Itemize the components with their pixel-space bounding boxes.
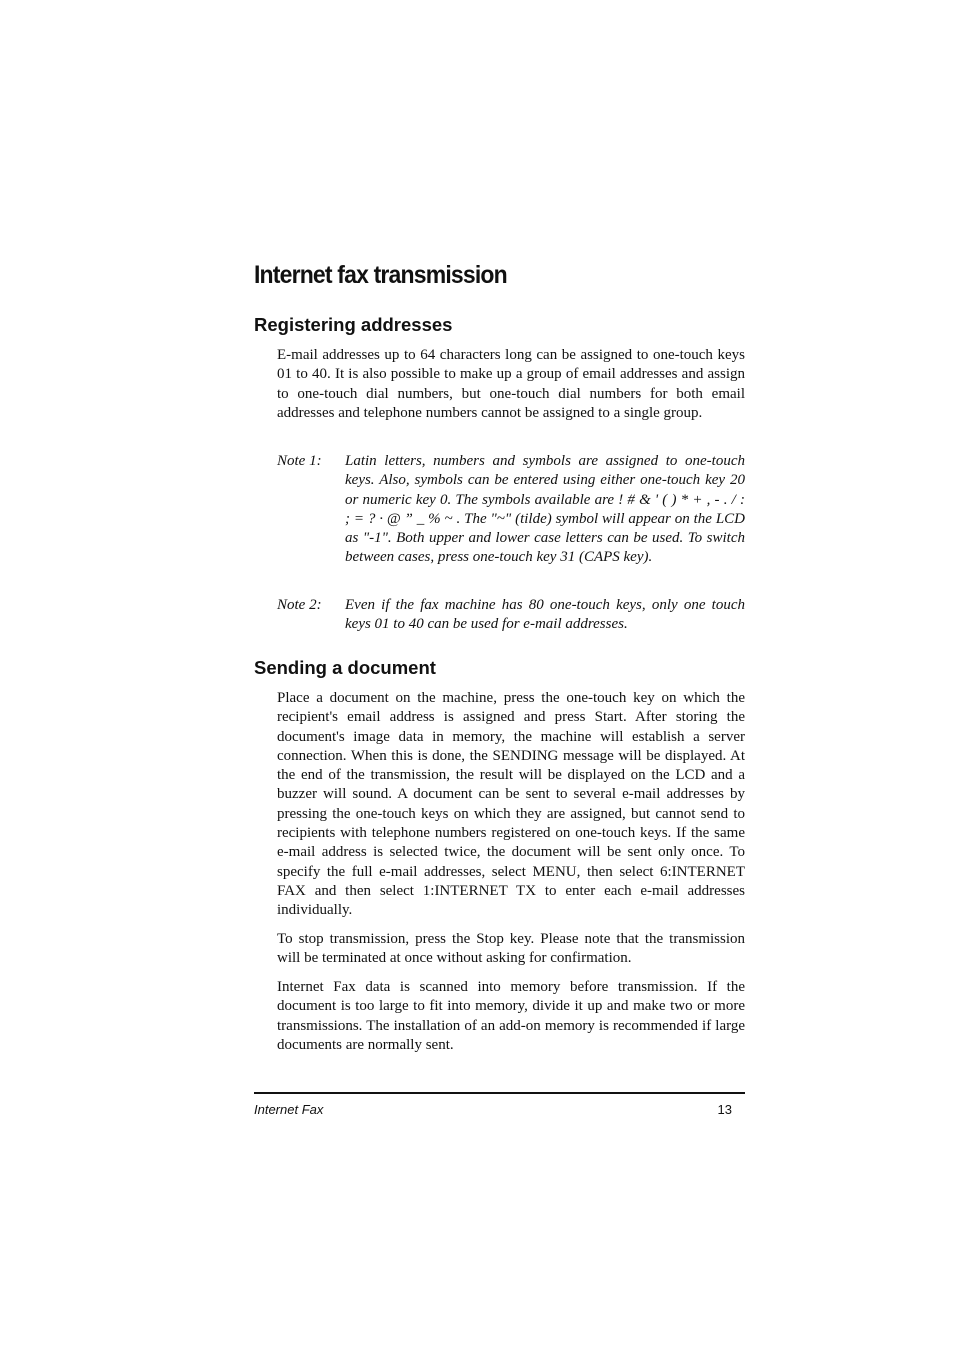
note-2-label: Note 2: — [277, 597, 322, 613]
footer-rule — [254, 1092, 745, 1094]
sending-paragraph-2: To stop transmission, press the Stop key. Please note that the transmission will be terminated at once without asking for confirmation. — [277, 931, 745, 967]
section-heading-registering: Registering addresses — [254, 314, 453, 335]
page-title: Internet fax transmission — [254, 261, 507, 289]
sending-paragraph-1: Place a document on the machine, press the one-touch key on which the recipient's email address is assigned and press Start. After storing the document's image data in memory, the machine will establish a server connection. When this is done, the SENDING message will be displayed. At the end of the transmission, the result will be displayed on the LCD and a buzzer will sound. A document can be sent to several e-mail addresses by pressing the one-touch keys on which they are assigned, but cannot send to recipients with telephone numbers registered on one-touch keys. If the same e-mail address is selected twice, the document will be sent only once. To specify the full e-mail addresses, select MENU, then select 6:INTERNET FAX and then select 1:INTERNET TX to enter each e-mail addresses individually. — [277, 690, 745, 919]
page-number: 13 — [717, 1102, 732, 1117]
section-heading-sending: Sending a document — [254, 657, 436, 678]
note-1-label: Note 1: — [277, 453, 322, 469]
registering-paragraph: E-mail addresses up to 64 characters long can be assigned to one-touch keys 01 to 40. It is also possible to make up a group of email addresses and assign to one-touch dial numbers, but one-touch dial numbers for both email addresses and telephone numbers cannot be assigned to a single group. — [277, 347, 745, 421]
note-2-text: Even if the fax machine has 80 one-touch keys, only one touch keys 01 to 40 can be used for e-mail addresses. — [345, 597, 745, 633]
sending-paragraph-3: Internet Fax data is scanned into memory before transmission. If the document is too large to fit into memory, divide it up and make two or more transmissions. The installation of an add-on memory is recommended if large documents are normally sent. — [277, 979, 745, 1053]
note-1-text: Latin letters, numbers and symbols are assigned to one-touch keys. Also, symbols can be entered using either one-touch key 20 or numeric key 0. The symbols available are ! # & ' ( ) * + , - . / : ; = ? · @ ” _ % ~ . The "~" (tilde) symbol will appear on the LCD as "-1". Both upper and lower case letters can be used. To switch between cases, press one-touch key 31 (CAPS key). — [345, 453, 745, 566]
footer-section-title: Internet Fax — [254, 1102, 324, 1117]
